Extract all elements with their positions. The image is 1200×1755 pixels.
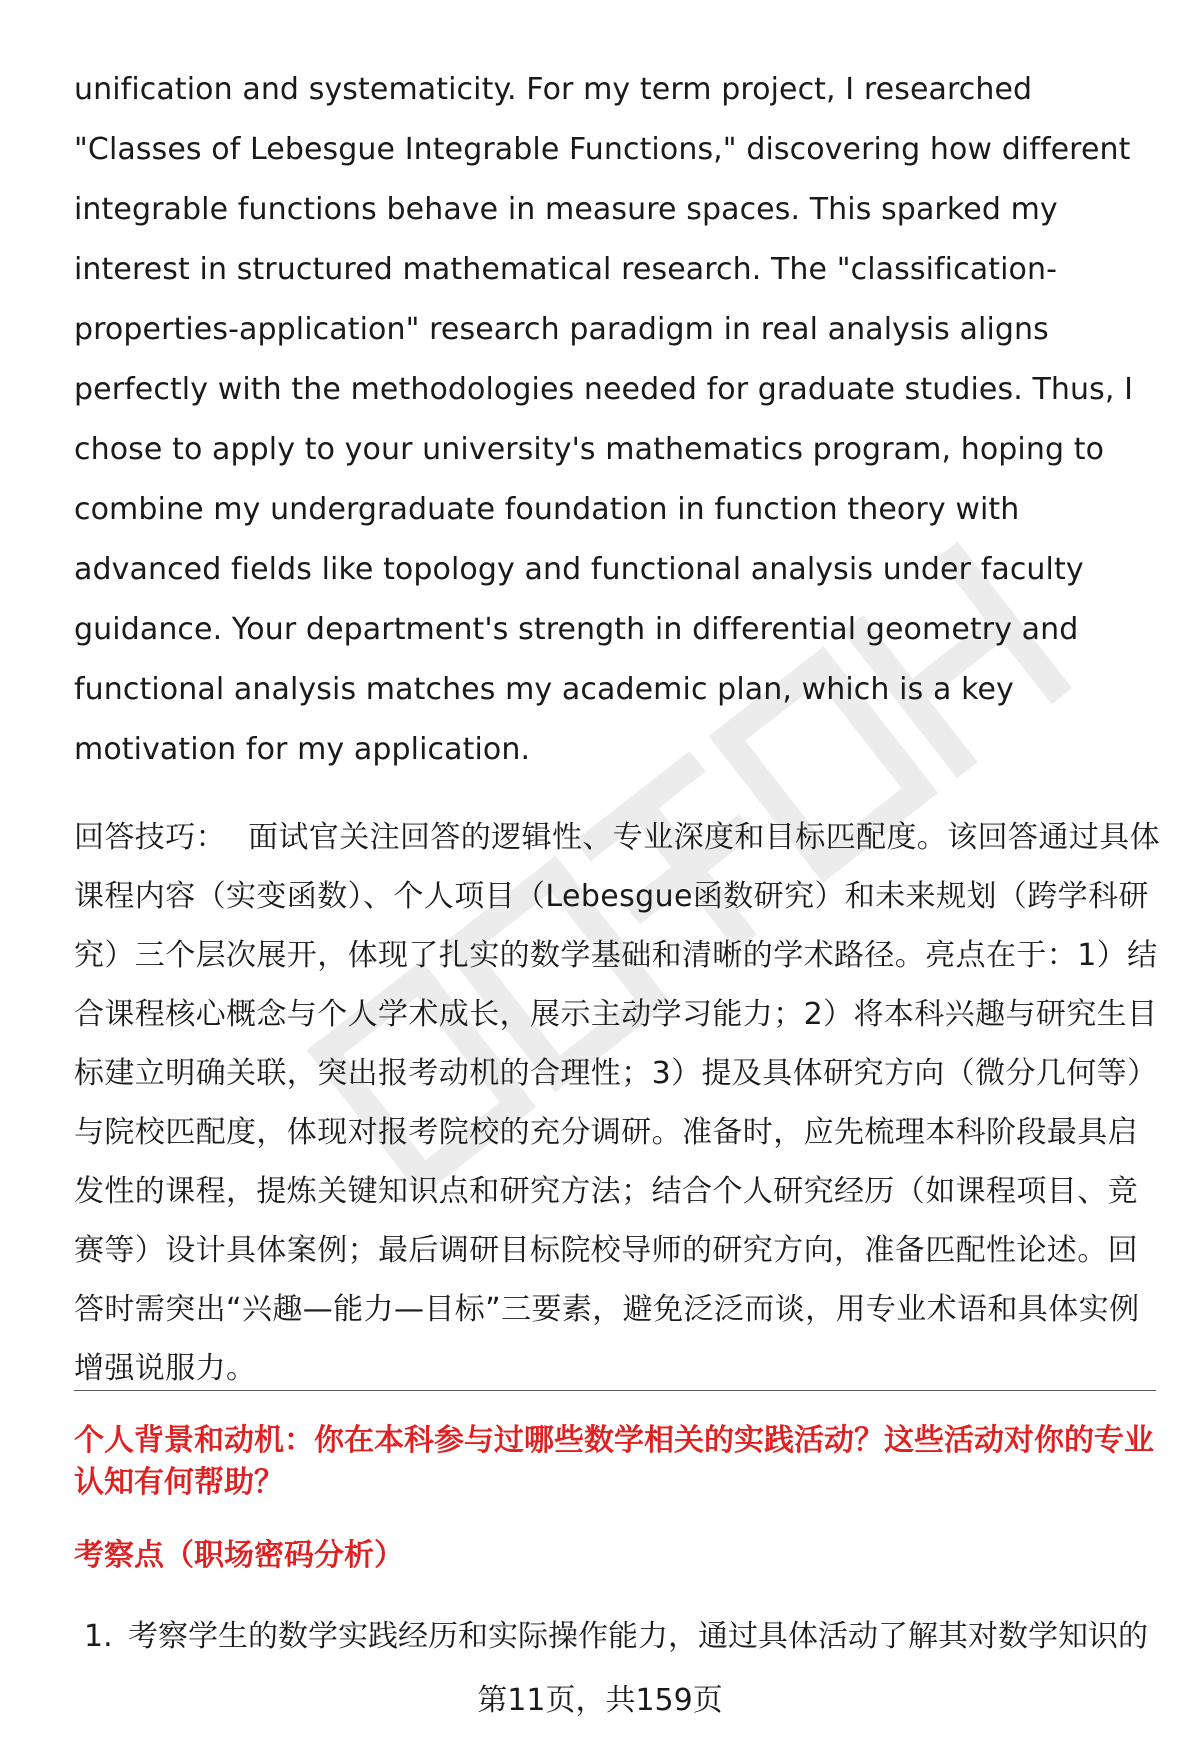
- tips-text: 面试官关注回答的逻辑性、专业深度和目标匹配度。该回答通过具体课程内容（实变函数）、个人项目（Lebesgue函数研究）和未来规划（跨学科研究）三个层次展开，体现了扎实的数学基础和清晰的学术路径。亮点在于：1）结合课程核心概念与个人学术成长，展示主动学习能力；2）将本科兴趣与研究生目标建立明确关联，突出报考动机的合理性；3）提及具体研究方向（微分几何等）与院校匹配度，体现对报考院校的充分调研。准备时，应先梳理本科阶段最具启发性的课程，提炼关键知识点和研究方法；结合个人研究经历（如课程项目、竞赛等）设计具体案例；最后调研目标院校导师的研究方向，准备匹配性论述。回答时需突出“兴趣—能力—目标”三要素，避免泛泛而谈，用专业术语和具体实例增强说服力。: [74, 820, 1160, 1386]
- question-heading: 个人背景和动机：你在本科参与过哪些数学相关的实践活动？这些活动对你的专业认知有何帮助？: [74, 1423, 1154, 1500]
- section-divider: [74, 1390, 1156, 1391]
- tips-label: 回答技巧：: [74, 820, 226, 855]
- page-number: 第11页，共159页: [477, 1683, 723, 1718]
- answer-paragraph: unification and systematicity. For my term project, I researched "Classes of Lebesgue Integrable Functions," discovering how different integrable functions behave in measure spaces. This sparked my interest in structured mathematical research. The "classification-properties-application" research paradigm in real analysis aligns perfectly with the methodologies needed for graduate studies. Thus, I chose to apply to your university's mathematics program, hoping to combine my undergraduate foundation in function theory with advanced fields like topology and functional analysis under faculty guidance. Your department's strength in differential geometry and functional analysis matches my academic plan, which is a key motivation for my application.: [74, 72, 1134, 767]
- tips-paragraph: [74, 808, 1164, 1398]
- list-item-number: 1.: [84, 1619, 113, 1654]
- list-item: [84, 1614, 1164, 1660]
- list-item-text: 考察学生的数学实践经历和实际操作能力，通过具体活动了解其对数学知识的: [128, 1619, 1148, 1654]
- section-title: 考察点（职场密码分析）: [74, 1538, 404, 1573]
- page-body: [74, 60, 1164, 1398]
